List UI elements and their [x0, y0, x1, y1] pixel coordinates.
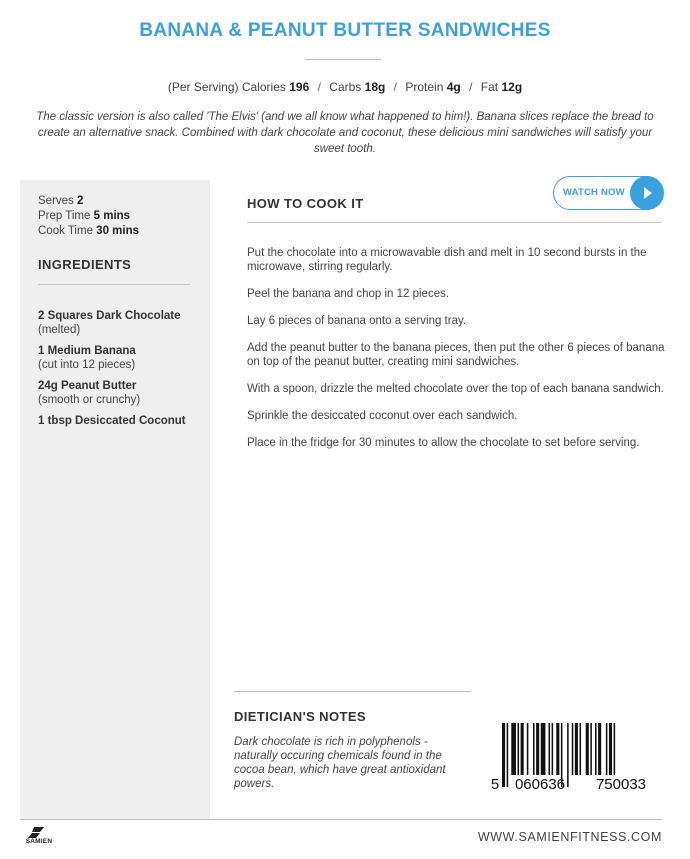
serves-label: Serves: [38, 195, 74, 207]
barcode-right-digits: 750033: [595, 776, 647, 793]
method-step: With a spoon, drizzle the melted chocolate over the top of each banana sandwich.: [247, 383, 664, 395]
barcode-bar: [521, 723, 524, 775]
barcode-bar: [609, 723, 612, 775]
method-heading: HOW TO COOK IT: [247, 196, 364, 211]
calories-value: 196: [289, 80, 310, 94]
fat-value: 12g: [501, 80, 523, 94]
prep-time-row: [38, 209, 139, 224]
dietician-heading: DIETICIAN'S NOTES: [234, 709, 366, 724]
samien-logo-text: SAMIEN: [25, 838, 53, 845]
barcode-left-digits: 060636: [514, 776, 566, 793]
ingredient-note: (melted): [38, 324, 81, 336]
ingredients-list: [38, 309, 203, 435]
barcode-bar: [552, 723, 554, 775]
method-step: Sprinkle the desiccated coconut over each sandwich.: [247, 410, 518, 422]
barcode-bar: [590, 723, 592, 775]
barcode-bar: [572, 723, 574, 775]
barcode: [492, 721, 660, 793]
method-step: Add the peanut butter to the banana pieces, then put the other 6 pieces of banana on top of the peanut butter, creating mini sandwiches.: [247, 342, 665, 368]
barcode-bar: [614, 723, 616, 775]
serves-value: 2: [77, 195, 84, 207]
prep-time-label: Prep Time: [38, 210, 91, 222]
ingredients-sidebar: [20, 180, 210, 820]
serves-row: [38, 194, 139, 209]
ingredients-divider: [38, 284, 190, 285]
nutrition-separator: /: [393, 80, 398, 94]
footer-divider: [20, 819, 662, 820]
method-step: Place in the fridge for 30 minutes to allow the chocolate to set before serving.: [247, 437, 640, 449]
barcode-bar: [518, 723, 520, 775]
method-steps: [247, 246, 667, 463]
barcode-bar: [606, 723, 608, 775]
cook-time-label: Cook Time: [38, 225, 93, 237]
recipe-intro: The classic version is also called 'The Elvis' (and we all know what happened to him!). Banana slices replace the bread to create an alternative snack. Combined with dark chocolate and coconut, these delicious mini sandwiches will satisfy your sweet tooth.: [36, 111, 654, 155]
method-step: Lay 6 pieces of banana onto a serving tray.: [247, 315, 467, 327]
barcode-bar: [580, 723, 582, 775]
barcode-bar: [586, 723, 589, 775]
ingredient-note: (smooth or crunchy): [38, 394, 141, 406]
barcode-bar: [556, 723, 559, 775]
barcode-bar: [502, 723, 505, 787]
website-link[interactable]: WWW.SAMIENFITNESS.COM: [477, 830, 662, 844]
barcode-bar: [541, 723, 546, 775]
ingredient-name: 1 tbsp Desiccated Coconut: [38, 415, 186, 427]
nutrition-separator: /: [317, 80, 321, 94]
ingredient-name: 1 Medium Banana: [38, 345, 136, 357]
method-step: Peel the banana and chop in 12 pieces.: [247, 288, 450, 300]
nutrition-separator: /: [469, 80, 473, 94]
barcode-bar: [507, 723, 509, 787]
watch-now-button[interactable]: [553, 176, 663, 210]
dietician-text: Dark chocolate is rich in polyphenols - naturally occuring chemicals found in the cocoa bean, which have great antioxidant powers.: [234, 736, 446, 790]
barcode-bar: [595, 723, 597, 775]
protein-label: Protein: [405, 80, 444, 94]
carbs-label: Carbs: [329, 80, 362, 94]
barcode-bar: [536, 723, 539, 775]
barcode-bar: [511, 723, 516, 775]
carbs-value: 18g: [364, 80, 386, 94]
ingredient-name: 2 Squares Dark Chocolate: [38, 310, 181, 322]
play-icon: [630, 176, 664, 210]
ingredient-item: [38, 309, 203, 337]
method-step: Put the chocolate into a microwavable dish and melt in 10 second bursts in the microwave, stirring regularly.: [247, 247, 647, 273]
protein-value: 4g: [446, 80, 461, 94]
barcode-bar: [527, 723, 529, 775]
nutrition-summary: [0, 80, 690, 94]
dietician-divider: [234, 691, 471, 692]
title-divider: [305, 59, 381, 60]
recipe-meta: [38, 194, 139, 239]
barcode-bar: [598, 723, 601, 775]
ingredient-item: [38, 344, 203, 372]
ingredient-item: [38, 414, 203, 428]
cook-time-value: 30 mins: [96, 225, 139, 237]
barcode-bar: [575, 723, 578, 775]
method-divider: [247, 222, 662, 223]
watch-now-label: WATCH NOW: [563, 187, 625, 198]
calories-label: (Per Serving) Calories: [167, 80, 286, 94]
barcode-bar: [549, 723, 551, 775]
barcode-lead-digit: 5: [490, 776, 500, 793]
fat-label: Fat: [480, 80, 499, 94]
barcode-bar: [567, 723, 569, 787]
ingredient-name: 24g Peanut Butter: [38, 380, 137, 392]
prep-time-value: 5 mins: [93, 210, 131, 222]
ingredient-item: [38, 379, 203, 407]
recipe-title: BANANA & PEANUT BUTTER SANDWICHES: [139, 20, 551, 41]
barcode-bar: [533, 723, 535, 775]
ingredient-note: (cut into 12 pieces): [38, 359, 136, 371]
ingredients-heading: INGREDIENTS: [38, 257, 132, 272]
cook-time-row: [38, 224, 139, 239]
